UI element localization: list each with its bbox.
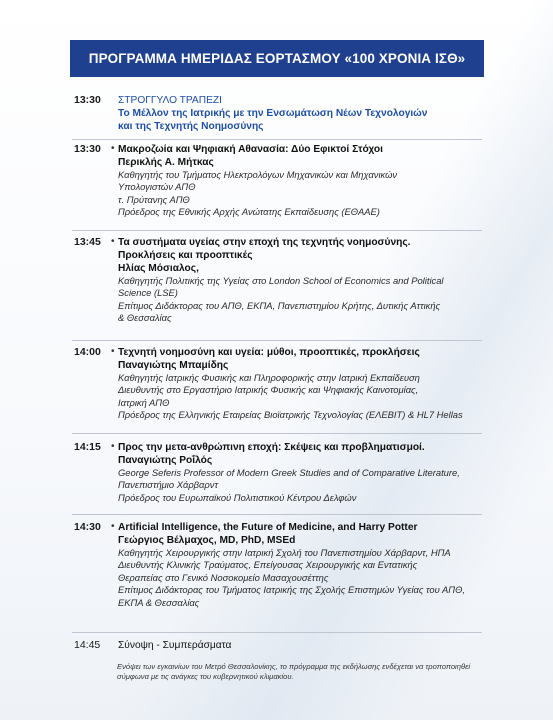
speaker-affiliation: Καθηγητής Χειρουργικής στην Ιατρική Σχολή του Πανεπιστημίου Χάρβαρντ, ΗΠΑ (118, 547, 451, 558)
speaker-affiliation: Πρόεδρος της Ελληνικής Εταιρείας Βιοϊατρικής Τεχνολογίας (ΕΛΕΒΙΤ) & HL7 Hellas (118, 409, 463, 421)
speaker-affiliation: Καθηγητής Ιατρικής Φυσικής και Πληροφορικής στην Ιατρική Εκπαίδευση (118, 372, 420, 383)
talk-title: Artificial Intelligence, the Future of Medicine, and Harry Potter (118, 522, 418, 533)
divider (72, 514, 482, 515)
talk-title: Μακροζωία και Ψηφιακή Αθανασία: Δύο Εφικτοί Στόχοι (118, 144, 383, 155)
speaker-affiliation: Διευθυντής Κλινικής Τραύματος, Επείγουσας Χειρουργικής και Εντατικής (118, 559, 418, 571)
speaker-affiliation: George Seferis Professor of Modern Greek Studies and of Comparative Literature, (118, 467, 460, 478)
session-time: 13:30 (74, 143, 101, 155)
session-time: 14:45 (74, 639, 101, 651)
session-time: 14:15 (74, 441, 101, 453)
bullet-marker: • (111, 441, 115, 452)
speaker-affiliation: Ιατρική ΑΠΘ (118, 396, 170, 408)
bullet-marker: • (111, 346, 115, 357)
session-time: 14:30 (74, 521, 101, 533)
speaker-name: Παναγιώτης Ροΐλός (118, 455, 213, 466)
session-time: 13:45 (74, 236, 101, 248)
speaker-affiliation: Πρόεδρος του Ευρωπαϊκού Πολιτιστικού Κέντρου Δελφών (118, 491, 357, 503)
bullet-marker: • (111, 521, 115, 532)
round-table-label: ΣΤΡΟΓΓΥΛΟ ΤΡΑΠΕΖΙ (118, 95, 222, 106)
speaker-affiliation: τ. Πρύτανης ΑΠΘ (118, 193, 190, 205)
summary-text: Σύνοψη - Συμπεράσματα (118, 640, 232, 651)
speaker-name: Παναγιώτης Μπαμίδης (118, 360, 229, 371)
divider (72, 632, 482, 633)
speaker-affiliation: Πανεπιστήμιο Χάρβαρντ (118, 479, 218, 491)
speaker-affiliation: Πρόεδρος της Εθνικής Αρχής Ανώτατης Εκπαίδευσης (ΕΘΑΑΕ) (118, 206, 380, 218)
speaker-affiliation: Καθηγητής Πολιτικής της Υγείας στο London School of Economics and Political (118, 275, 444, 286)
speaker-affiliation: Καθηγητής του Τμήματος Ηλεκτρολόγων Μηχανικών και Μηχανικών (118, 169, 398, 180)
program-title-banner (70, 40, 484, 77)
speaker-affiliation: Υπολογιστών ΑΠΘ (118, 181, 196, 193)
speaker-affiliation: Επίτιμος Διδάκτορας του ΑΠΘ, ΕΚΠΑ, Πανεπιστημίου Κρήτης, Δυτικής Αττικής (118, 299, 441, 311)
round-table-title-line: και της Τεχνητής Νοημοσύνης (118, 121, 264, 132)
bullet-marker: • (111, 236, 115, 247)
session-time: 13:30 (74, 94, 101, 106)
speaker-name: Ηλίας Μόσιαλος, (118, 263, 199, 274)
talk-title: Τα συστήματα υγείας στην εποχή της τεχνητής νοημοσύνης. (118, 237, 411, 248)
speaker-name: Περικλής Α. Μήτκας (118, 157, 214, 168)
divider (72, 433, 482, 434)
program-title: ΠΡΟΓΡΑΜΜΑ ΗΜΕΡΙΔΑΣ ΕΟΡΤΑΣΜΟΥ «100 ΧΡΟΝΙΑ ΙΣΘ» (88, 51, 466, 66)
speaker-affiliation: & Θεσσαλίας (118, 312, 172, 324)
footnote-line: Ενόψει των εγκαινίων του Μετρό Θεσσαλονίκης, το πρόγραμμα της εκδήλωσης ενδέχεται να τροποποιηθεί (117, 662, 471, 671)
bullet-marker: • (111, 143, 115, 154)
speaker-affiliation: Θεραπείας στο Γενικό Νοσοκομείο Μασαχουσέττης (118, 571, 329, 583)
session-time: 14:00 (74, 346, 101, 358)
speaker-affiliation: ΕΚΠΑ & Θεσσαλίας (118, 596, 200, 608)
speaker-name: Γεώργιος Βέλμαχος, MD, PhD, MSEd (118, 535, 296, 546)
talk-title: Προκλήσεις και προοπτικές (118, 250, 253, 261)
speaker-affiliation: Science (LSE) (118, 287, 178, 299)
talk-title: Προς την μετα-ανθρώπινη εποχή: Σκέψεις και προβληματισμοί. (118, 442, 425, 453)
round-table-title-line: Το Μέλλον της Ιατρικής με την Ενσωμάτωση Νέων Τεχνολογιών (118, 108, 428, 119)
footnote-line: σύμφωνα με τις ανάγκες του κυβερνητικού κλιμακίου. (117, 671, 294, 681)
footnote (117, 662, 497, 681)
speaker-affiliation: Διευθυντής στο Εργαστήριο Ιατρικής Φυσικής και Ψηφιακής Καινοτομίας, (118, 384, 419, 396)
talk-title: Τεχνητή νοημοσύνη και υγεία: μύθοι, προοπτικές, προκλήσεις (118, 347, 420, 358)
divider (72, 230, 482, 231)
divider (72, 139, 482, 140)
speaker-affiliation: Επίτιμος Διδάκτορας του Τμήματος Ιατρικής της Σχολής Επιστημών Υγείας του ΑΠΘ, (118, 584, 465, 596)
divider (72, 340, 482, 341)
